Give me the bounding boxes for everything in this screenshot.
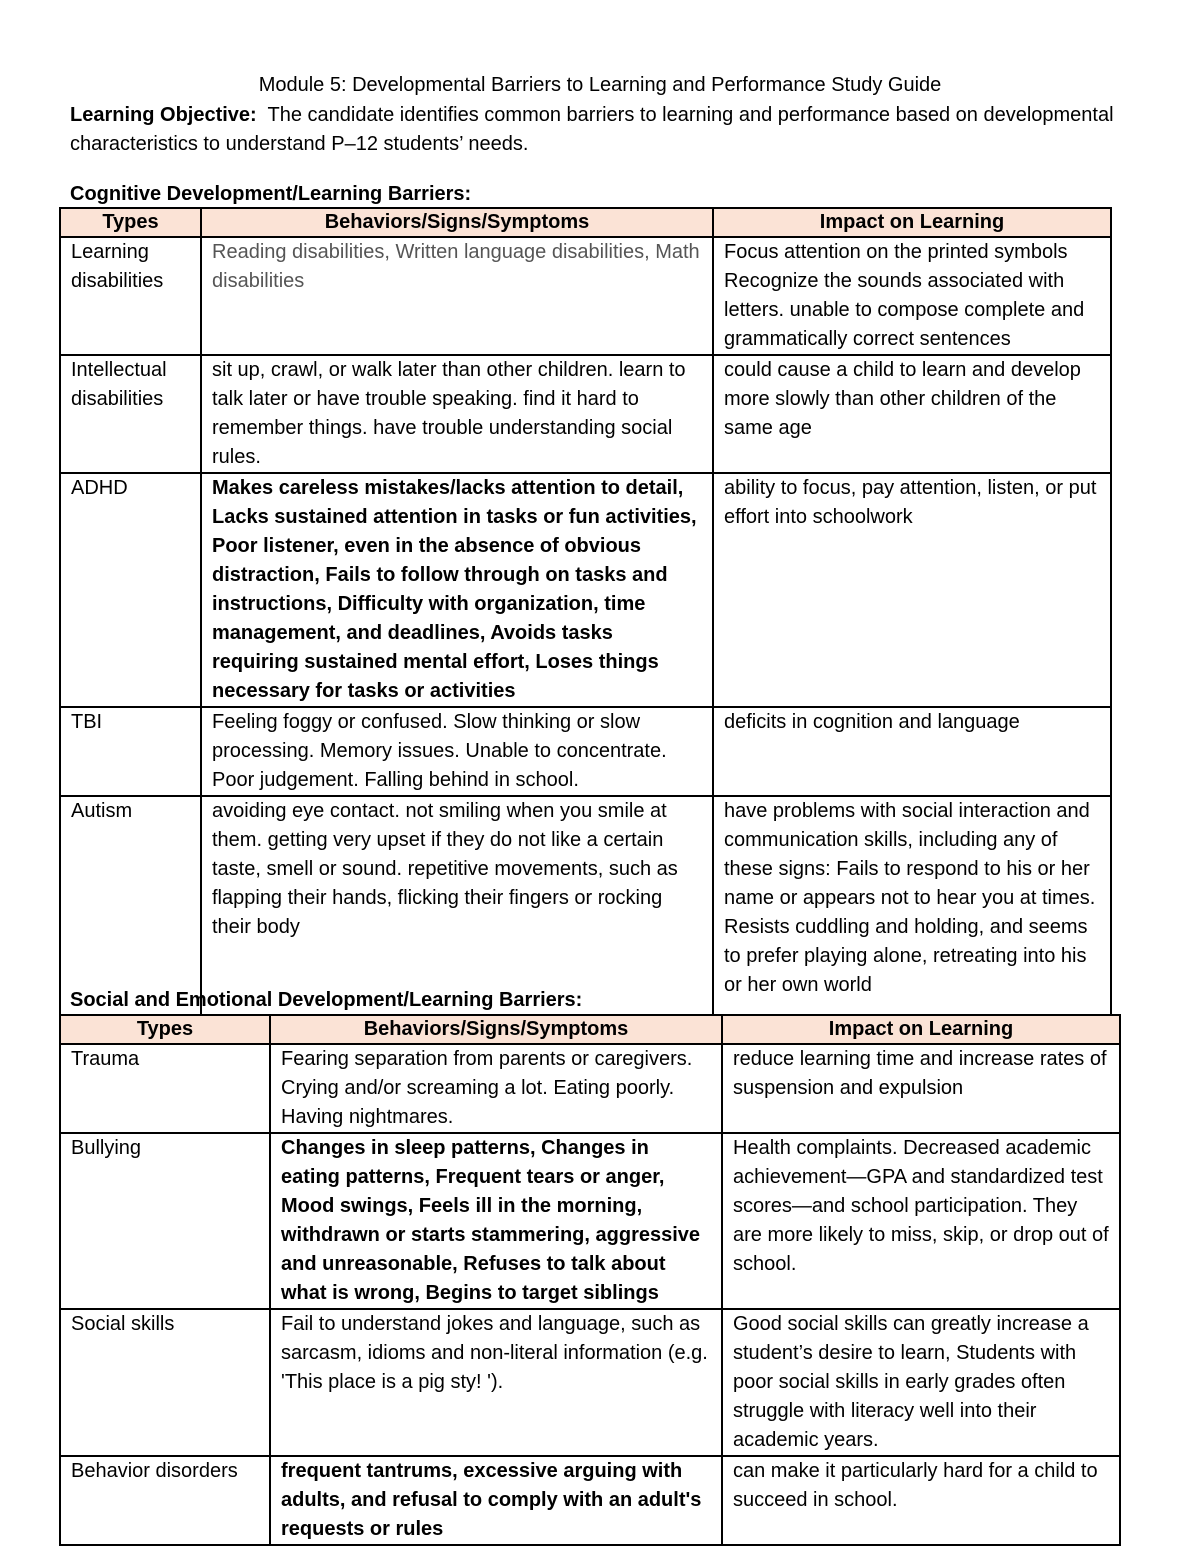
impact-cell: could cause a child to learn and develop more slowly than other children of the same age [713,355,1111,473]
cognitive-heading: Cognitive Development/Learning Barriers: [70,183,472,205]
column-header-behaviors: Behaviors/Signs/Symptoms [201,208,713,237]
objective-text: The candidate identifies common barriers to learning and performance based on developmental characteristics to understand P–12 students’ needs. [70,104,1114,155]
page-title: Module 5: Developmental Barriers to Learning and Performance Study Guide [258,74,942,96]
table-row [60,1309,1120,1456]
behaviors-cell: frequent tantrums, excessive arguing with adults, and refusal to comply with an adult's requests or rules [270,1456,722,1545]
behaviors-cell: Makes careless mistakes/lacks attention to detail, Lacks sustained attention in tasks or fun activities, Poor listener, even in the absence of obvious distraction, Fails to follow through on tasks and instructions, Difficulty with organization, time management, and deadlines, Avoids tasks requiring sustained mental effort, Loses things necessary for tasks or activities [201,473,713,707]
behaviors-cell: avoiding eye contact. not smiling when you smile at them. getting very upset if they do not like a certain taste, smell or sound. repetitive movements, such as flapping their hands, flicking their fingers or rocking their body [201,796,713,1026]
behaviors-cell: sit up, crawl, or walk later than other children. learn to talk later or have trouble speaking. find it hard to remember things. have trouble understanding social rules. [201,355,713,473]
type-cell: Learning disabilities [60,237,201,355]
column-header-types: Types [60,208,201,237]
column-header-behaviors: Behaviors/Signs/Symptoms [270,1015,722,1044]
table-row [60,237,1111,355]
impact-cell: ability to focus, pay attention, listen, or put effort into schoolwork [713,473,1111,707]
table-row [60,1133,1120,1309]
column-header-types: Types [60,1015,270,1044]
type-cell: TBI [60,707,201,796]
type-cell: Social skills [60,1309,270,1456]
behaviors-cell: Feeling foggy or confused. Slow thinking or slow processing. Memory issues. Unable to concentrate. Poor judgement. Falling behind in school. [201,707,713,796]
column-header-impact: Impact on Learning [722,1015,1120,1044]
learning-objective [70,101,1120,159]
impact-cell: reduce learning time and increase rates of suspension and expulsion [722,1044,1120,1133]
impact-cell: Good social skills can greatly increase a student’s desire to learn, Students with poor social skills in early grades often struggle with literacy well into their academic years. [722,1309,1120,1456]
impact-cell: Focus attention on the printed symbols Recognize the sounds associated with letters. unable to compose complete and grammatically correct sentences [713,237,1111,355]
objective-label: Learning Objective: [70,104,257,126]
impact-cell: Health complaints. Decreased academic achievement—GPA and standardized test scores—and school participation. They are more likely to miss, skip, or drop out of school. [722,1133,1120,1309]
table-row [60,355,1111,473]
impact-cell: deficits in cognition and language [713,707,1111,796]
behaviors-cell: Reading disabilities, Written language disabilities, Math disabilities [201,237,713,355]
type-cell: Bullying [60,1133,270,1309]
type-cell: ADHD [60,473,201,707]
table-row [60,473,1111,707]
type-cell: Behavior disorders [60,1456,270,1545]
table-row [60,1456,1120,1545]
type-cell: Intellectual disabilities [60,355,201,473]
behaviors-cell: Fearing separation from parents or caregivers. Crying and/or screaming a lot. Eating poorly. Having nightmares. [270,1044,722,1133]
type-cell: Trauma [60,1044,270,1133]
behaviors-cell: Fail to understand jokes and language, such as sarcasm, idioms and non-literal information (e.g. 'This place is a pig sty! '). [270,1309,722,1456]
type-cell: Autism [60,796,201,1026]
social-heading: Social and Emotional Development/Learning Barriers: [70,989,583,1011]
table-header-row [60,208,1111,237]
table-header-row [60,1015,1120,1044]
impact-cell: have problems with social interaction and communication skills, including any of these signs: Fails to respond to his or her name or appears not to hear you at times. Resists cuddling and holding, and seems to prefer playing alone, retreating into his or her own world [713,796,1111,1026]
impact-cell: can make it particularly hard for a child to succeed in school. [722,1456,1120,1545]
table-row [60,707,1111,796]
column-header-impact: Impact on Learning [713,208,1111,237]
social-table [59,1014,1121,1546]
table-row [60,1044,1120,1133]
cognitive-table [59,207,1112,1027]
behaviors-cell: Changes in sleep patterns, Changes in eating patterns, Frequent tears or anger, Mood swings, Feels ill in the morning, withdrawn or starts stammering, aggressive and unreasonable, Refuses to talk about what is wrong, Begins to target siblings [270,1133,722,1309]
